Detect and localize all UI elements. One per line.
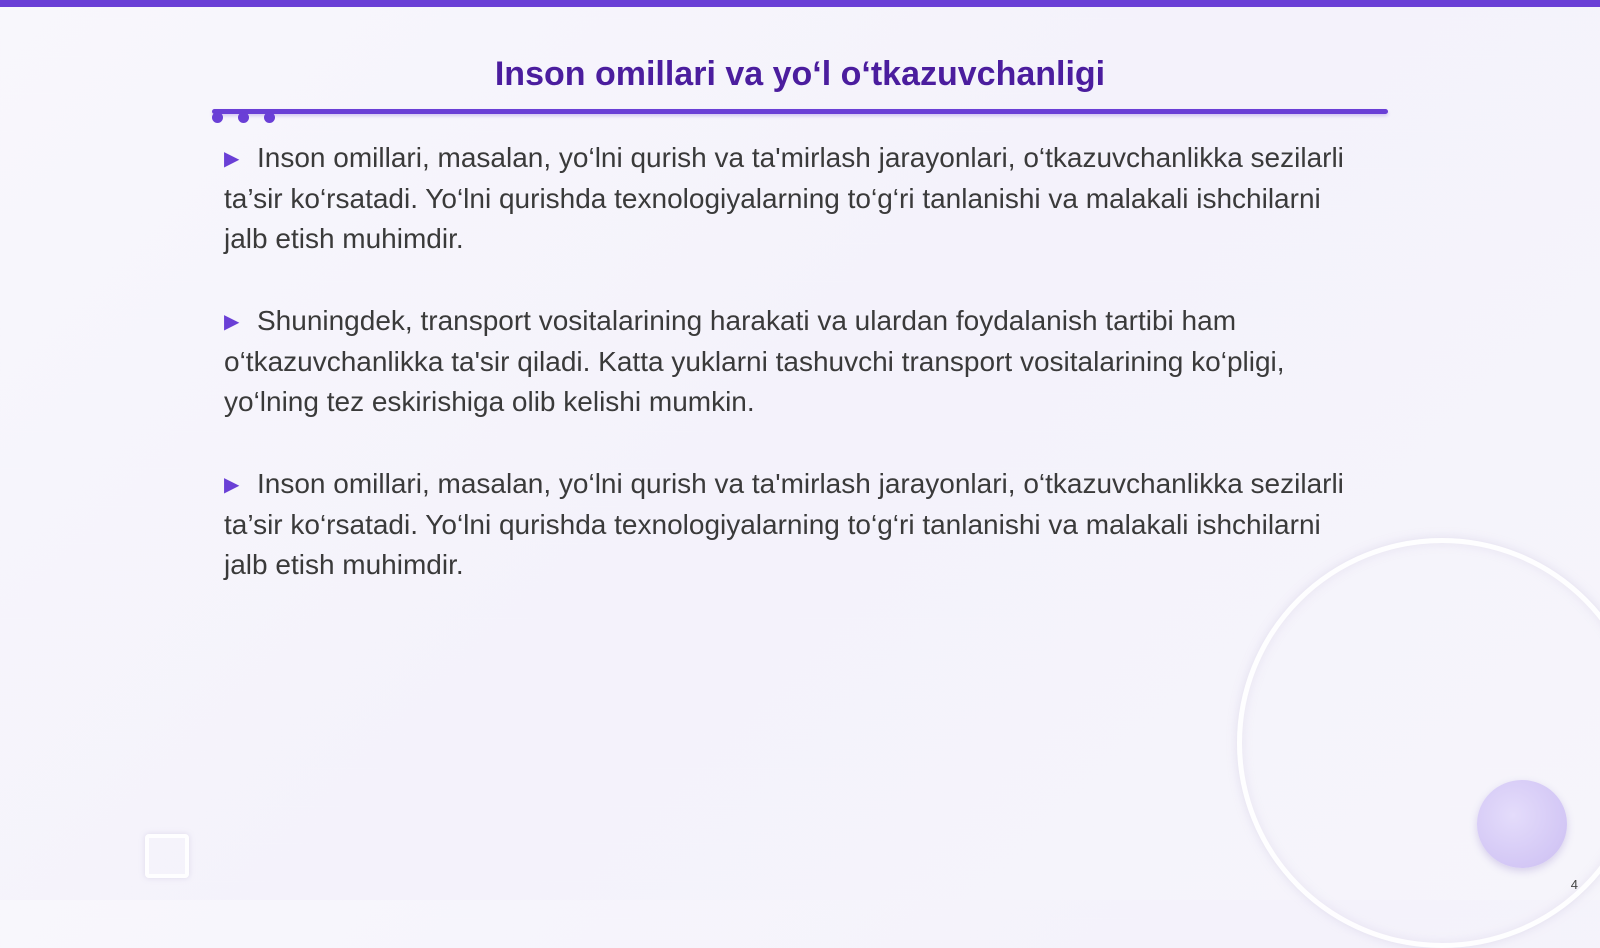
decorative-square	[145, 834, 189, 878]
triangle-right-icon: ▶	[224, 311, 240, 333]
bullet-text: Inson omillari, masalan, yo‘lni qurish va ta'mirlash jarayonlari, o‘tkazuvchanlikka sezilarli ta’sir ko‘rsatadi. Yo‘lni qurishda texnologiyalarning to‘g‘ri tanlanishi va malakali ishchilarni jalb etish muhimdir.	[224, 142, 1344, 254]
title-underline	[212, 109, 1388, 114]
underline-dot	[264, 112, 275, 123]
underline-dot	[238, 112, 249, 123]
bullet-text: Shuningdek, transport vositalarining harakati va ulardan foydalanish tartibi ham o‘tkazuvchanlikka ta'sir qiladi. Katta yuklarni tashuvchi transport vositalarining ko‘pligi, yo‘lning tez eskirishiga olib kelishi mumkin.	[224, 305, 1285, 417]
bullet-item	[224, 138, 1354, 259]
bullet-text: Inson omillari, masalan, yo‘lni qurish va ta'mirlash jarayonlari, o‘tkazuvchanlikka sezilarli ta’sir ko‘rsatadi. Yo‘lni qurishda texnologiyalarning to‘g‘ri tanlanishi va malakali ishchilarni jalb etish muhimdir.	[224, 468, 1344, 580]
top-accent-bar	[0, 0, 1600, 7]
underline-dot	[212, 112, 223, 123]
triangle-right-icon: ▶	[224, 148, 240, 170]
triangle-right-icon: ▶	[224, 474, 240, 496]
decorative-bubble	[1477, 780, 1567, 868]
bullet-list	[224, 138, 1354, 627]
bullet-item	[224, 301, 1354, 422]
bullet-item	[224, 464, 1354, 585]
slide-title: Inson omillari va yo‘l o‘tkazuvchanligi	[494, 55, 1106, 93]
slide-number: 4	[1570, 877, 1578, 892]
